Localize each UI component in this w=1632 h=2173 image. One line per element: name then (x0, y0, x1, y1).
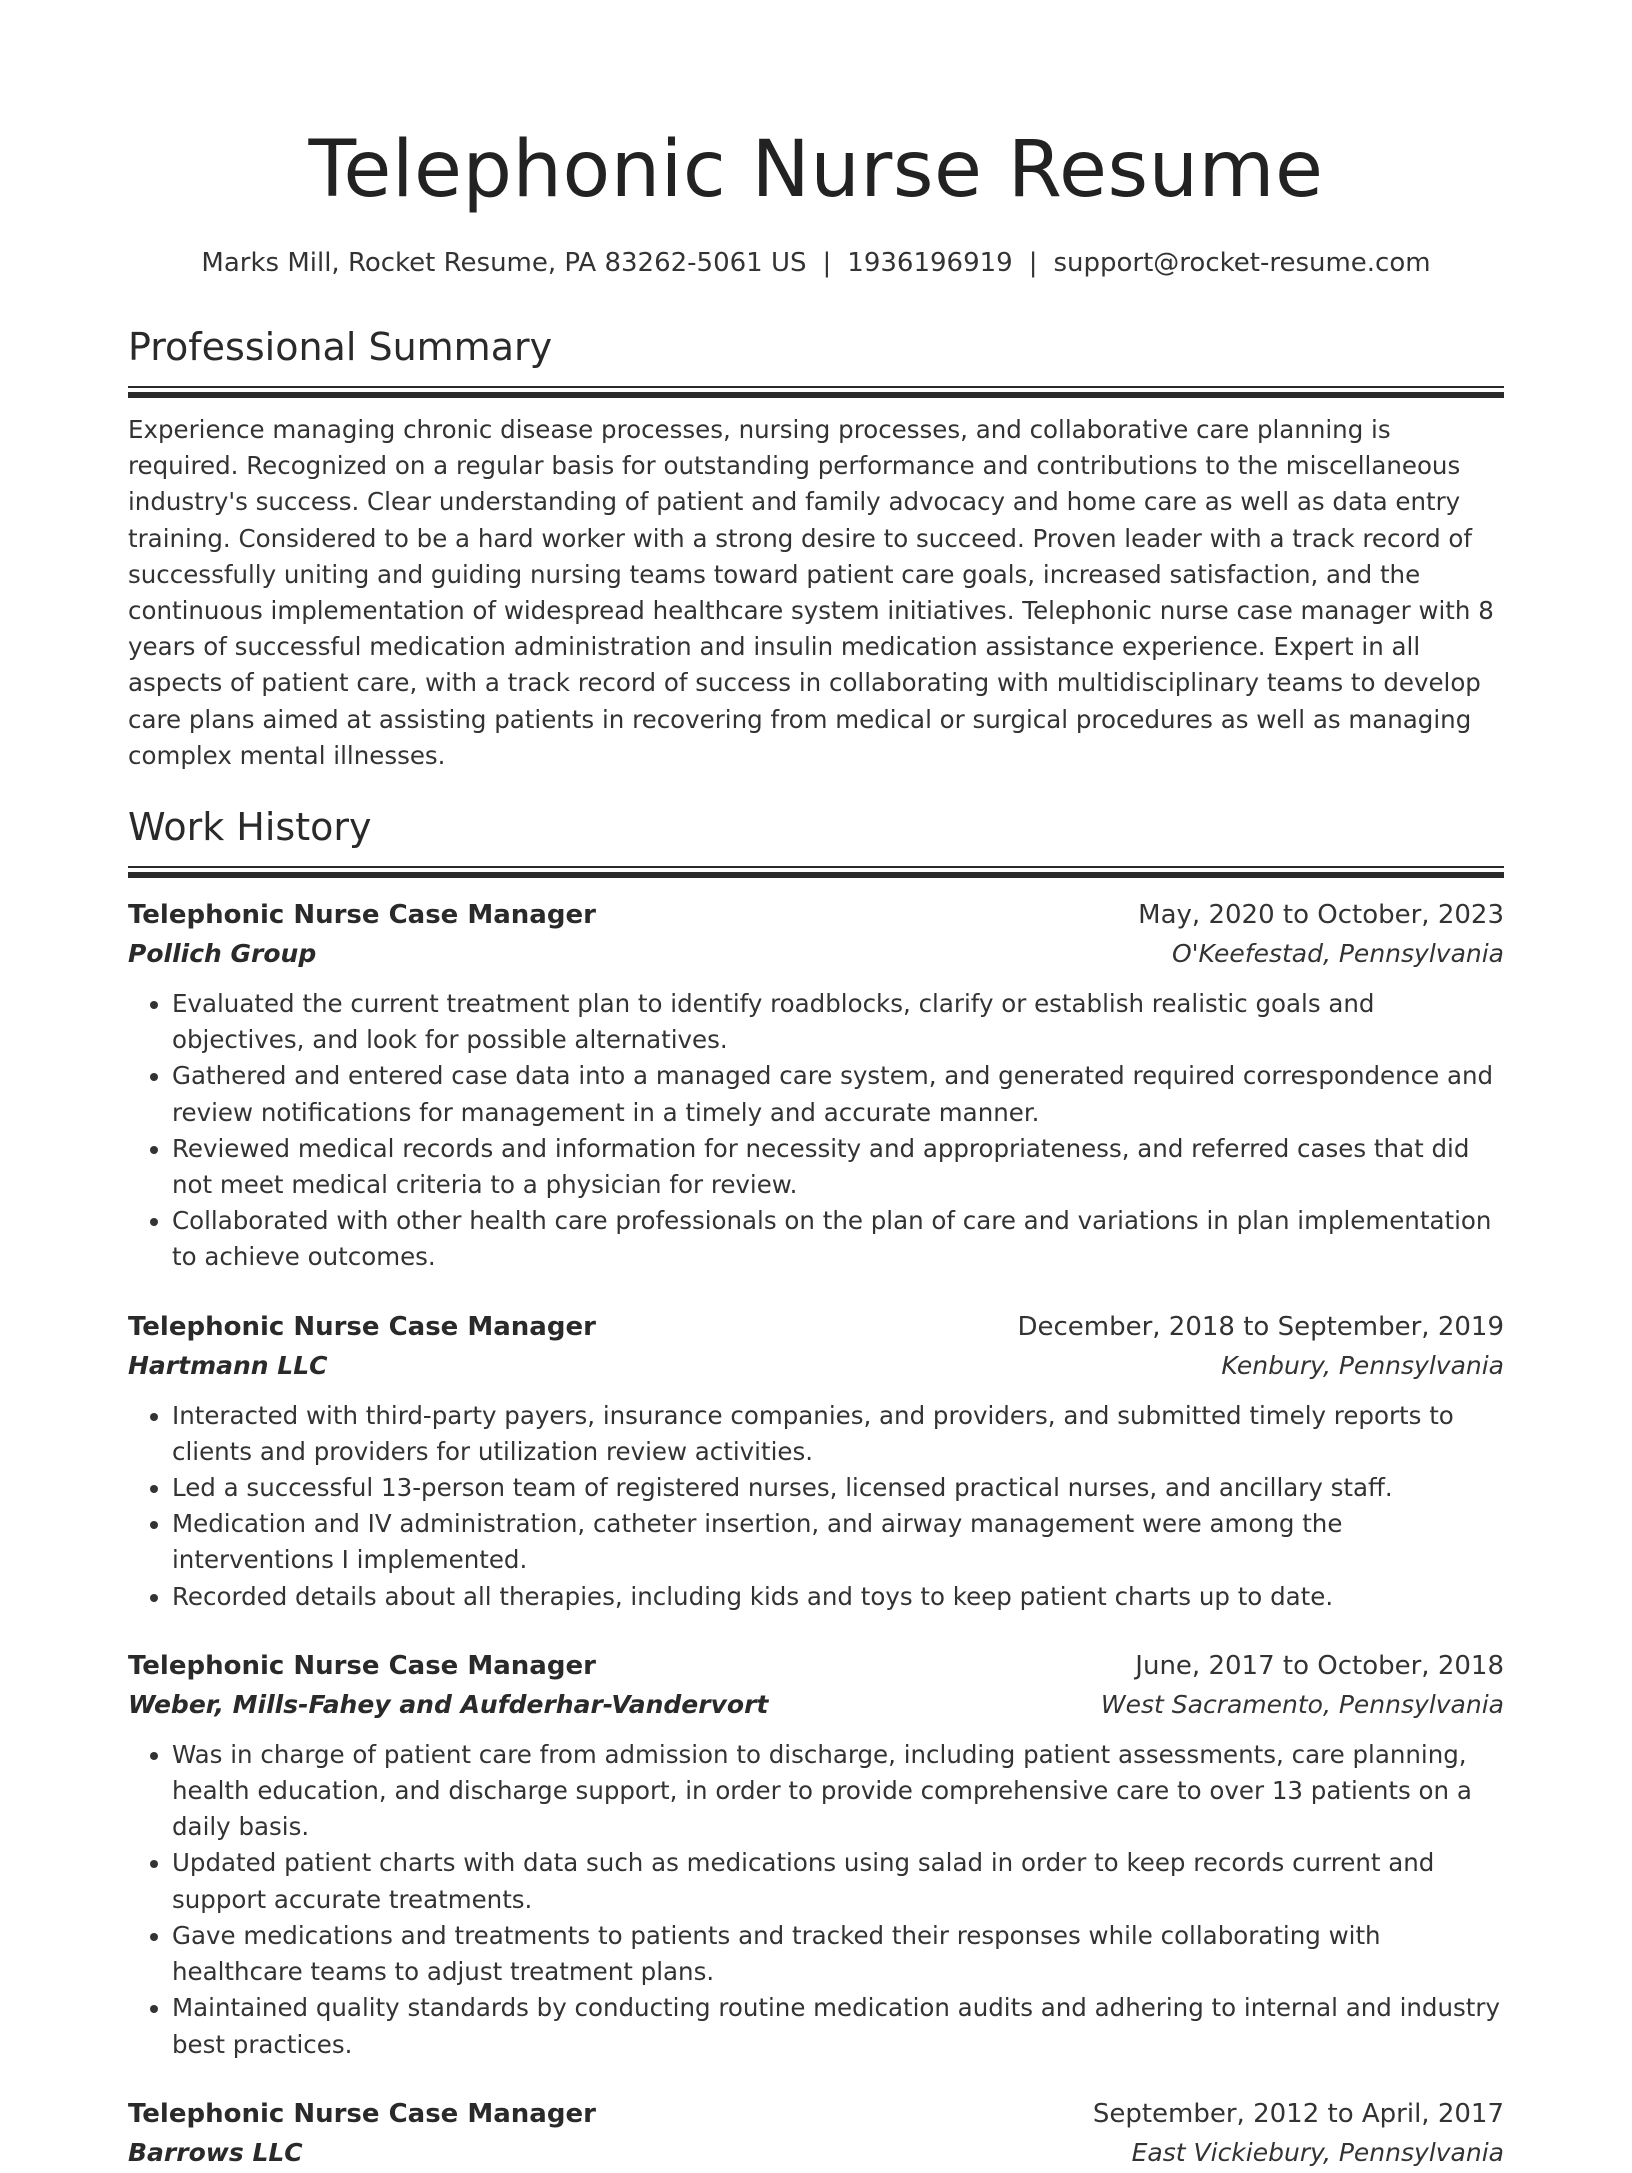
job-bullet: • Led a successful 13-person team of registered nurses, licensed practical nurses, and ancillary staff. (172, 1470, 1504, 1506)
job-bullet-list (128, 986, 1504, 1276)
job-entry (128, 896, 1504, 1276)
section-heading-work-history: Work History (128, 805, 372, 850)
section-divider (128, 386, 1504, 398)
job-bullet: • Updated patient charts with data such as medications using salad in order to keep records current and support accurate treatments. (172, 1845, 1504, 1917)
job-bullet: • Gave medications and treatments to patients and tracked their responses while collaborating with healthcare teams to adjust treatment plans. (172, 1918, 1504, 1990)
contact-address: Marks Mill, Rocket Resume, PA 83262-5061 US (201, 248, 807, 278)
contact-separator: | (1028, 248, 1038, 278)
job-bullet-list (128, 1398, 1504, 1615)
job-company: Pollich Group (128, 939, 317, 969)
job-location: West Sacramento, Pennsylvania (1100, 1689, 1504, 1719)
job-bullet: • Gathered and entered case data into a managed care system, and generated required correspondence and review notifications for management in a timely and accurate manner. (172, 1058, 1504, 1130)
job-entry (128, 1647, 1504, 2063)
contact-phone: 1936196919 (847, 248, 1013, 278)
resume-title: Telephonic Nurse Resume (308, 125, 1324, 215)
professional-summary-section (128, 322, 1504, 774)
job-bullet: • Collaborated with other health care professionals on the plan of care and variations in plan implementation to achieve outcomes. (172, 1203, 1504, 1275)
job-company: Hartmann LLC (128, 1350, 328, 1380)
job-bullet: • Interacted with third-party payers, insurance companies, and providers, and submitted timely reports to clients and providers for utilization review activities. (172, 1398, 1504, 1470)
section-divider (128, 866, 1504, 878)
summary-text: Experience managing chronic disease processes, nursing processes, and collaborative care planning is required. Recognized on a regular basis for outstanding performance and contributions to the miscellaneous industry's success. Clear understanding of patient and family advocacy and home care as well as data entry training. Considered to be a hard worker with a strong desire to succeed. Proven leader with a track record of successfully uniting and guiding nursing teams toward patient care goals, increased satisfaction, and the continuous implementation of widespread healthcare system initiatives. Telephonic nurse case manager with 8 years of successful medication administration and insulin medication assistance experience. Expert in all aspects of patient care, with a track record of success in collaborating with multidisciplinary teams to develop care plans aimed at assisting patients in recovering from medical or surgical procedures as well as managing complex mental illnesses. (128, 415, 1494, 770)
job-dates: June, 2017 to October, 2018 (1135, 1650, 1504, 1681)
job-bullet: • Evaluated the current treatment plan to identify roadblocks, clarify or establish realistic goals and objectives, and look for possible alternatives. (172, 986, 1504, 1058)
job-bullet: • Medication and IV administration, catheter insertion, and airway management were among the interventions I implemented. (172, 1506, 1504, 1578)
job-company: Barrows LLC (128, 2137, 303, 2167)
job-bullet: • Recorded details about all therapies, including kids and toys to keep patient charts up to date. (172, 1579, 1504, 1615)
job-dates: May, 2020 to October, 2023 (1138, 900, 1504, 931)
job-company: Weber, Mills-Fahey and Aufderhar-Vandervort (128, 1689, 769, 1719)
job-location: Kenbury, Pennsylvania (1221, 1350, 1504, 1380)
section-heading-summary: Professional Summary (128, 325, 553, 369)
contact-separator: | (822, 248, 832, 278)
contact-email: support@rocket-resume.com (1053, 248, 1431, 278)
job-location: O'Keefestad, Pennsylvania (1171, 939, 1504, 969)
job-dates: December, 2018 to September, 2019 (1017, 1311, 1504, 1342)
job-bullet: • Maintained quality standards by conducting routine medication audits and adhering to internal and industry best practices. (172, 1990, 1504, 2062)
job-entry (128, 1308, 1504, 1615)
job-title: Telephonic Nurse Case Manager (128, 900, 596, 931)
job-bullet-list (128, 1737, 1504, 2063)
job-bullet: • Reviewed medical records and information for necessity and appropriateness, and referred cases that did not meet medical criteria to a physician for review. (172, 1131, 1504, 1203)
work-history-section (128, 802, 1504, 2173)
job-title: Telephonic Nurse Case Manager (128, 1311, 596, 1342)
job-title: Telephonic Nurse Case Manager (128, 2098, 596, 2129)
job-location: East Vickiebury, Pennsylvania (1131, 2137, 1504, 2167)
job-title: Telephonic Nurse Case Manager (128, 1650, 596, 1681)
contact-line (128, 246, 1504, 280)
job-dates: September, 2012 to April, 2017 (1092, 2098, 1504, 2129)
job-bullet: • Was in charge of patient care from admission to discharge, including patient assessments, care planning, health education, and discharge support, in order to provide comprehensive care to over 13 patients on a daily basis. (172, 1737, 1504, 1846)
job-entry (128, 2095, 1504, 2173)
